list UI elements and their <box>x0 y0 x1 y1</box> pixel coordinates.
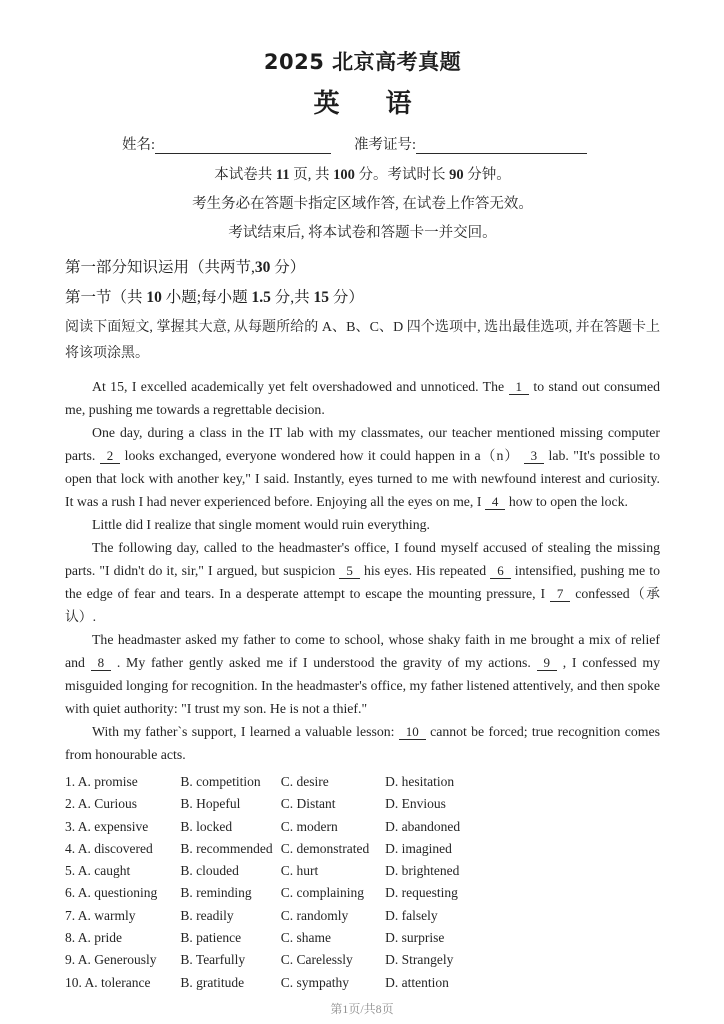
option-b: B. recommended <box>180 840 273 856</box>
option-d: D. abandoned <box>385 818 461 834</box>
question-option-row <box>65 838 660 860</box>
option-c: C. modern <box>280 818 338 834</box>
passage-paragraph: The following day, called to the headmaster's office, I found myself accused of stealing the missing parts. "I didn't do it, sir," I argued, but suspicion 5 his eyes. His repeated 6 intensified, pushing me to the edge of fear and tears. In a desperate attempt to escape the mounting pressure, I 7 confessed（承认）. <box>65 540 660 624</box>
option-a: 5. A. caught <box>65 863 131 879</box>
option-a: 7. A. warmly <box>65 907 136 923</box>
option-d: D. brightened <box>385 863 460 879</box>
passage-paragraph: At 15, I excelled academically yet felt overshadowed and unnoticed. The 1 to stand out consumed me, pushing me towards a regrettable decision. <box>65 379 660 417</box>
option-a: 9. A. Generously <box>65 952 157 968</box>
exam-notices <box>65 161 660 248</box>
question-option-row <box>65 972 660 994</box>
notice-return: 考试结束后, 将本试卷和答题卡一并交回。 <box>228 225 497 241</box>
option-a: 8. A. pride <box>65 930 122 946</box>
passage-paragraph: The headmaster asked my father to come to school, whose shaky faith in me brought a mix of relief and 8 . My father gently asked me if I understood the gravity of my actions. 9 , I confessed my misguided longing for recognition. In the headmaster's office, my father listened attentively, and then spoke with quiet authority: "I trust my son. He is not a thief." <box>65 632 660 716</box>
cloze-options-list <box>65 771 660 994</box>
option-d: D. Strangely <box>385 952 454 968</box>
option-a: 2. A. Curious <box>65 796 138 812</box>
question-option-row <box>65 860 660 882</box>
blank-3: 3 <box>524 448 545 464</box>
option-b: B. readily <box>180 907 234 923</box>
passage-paragraph: With my father`s support, I learned a valuable lesson: 10 cannot be forced; true recognition comes from honourable acts. <box>65 724 660 762</box>
option-d: D. attention <box>385 974 449 990</box>
option-d: D. falsely <box>385 907 438 923</box>
exam-id-label: 准考证号: <box>354 137 417 153</box>
question-option-row <box>65 949 660 971</box>
option-c: C. demonstrated <box>280 840 370 856</box>
option-a: 10. A. tolerance <box>65 974 151 990</box>
question-option-row <box>65 816 660 838</box>
option-a: 3. A. expensive <box>65 818 149 834</box>
option-b: B. gratitude <box>180 974 245 990</box>
question-option-row <box>65 882 660 904</box>
notice-paper-info: 本试卷共 11 页, 共 100 分。考试时长 90 分钟。 <box>214 167 511 183</box>
blank-6: 6 <box>490 563 511 579</box>
option-c: C. Carelessly <box>280 952 353 968</box>
option-d: D. hesitation <box>385 774 455 789</box>
subject-char-left: 英 <box>313 89 340 119</box>
option-a: 4. A. discovered <box>65 840 153 856</box>
section1-instruction: 阅读下面短文, 掌握其大意, 从每题所给的 A、B、C、D 四个选项中, 选出最佳选项, 并在答题卡上将该项涂黑。 <box>65 320 660 361</box>
subject-char-right: 语 <box>385 89 412 119</box>
question-option-row <box>65 771 660 793</box>
option-a: 6. A. questioning <box>65 885 158 901</box>
name-label: 姓名: <box>122 137 156 153</box>
passage-paragraph: Little did I realize that single moment would ruin everything. <box>92 517 430 532</box>
option-b: B. Tearfully <box>180 952 246 968</box>
option-c: C. randomly <box>280 907 349 923</box>
question-option-row <box>65 927 660 949</box>
candidate-info-row <box>65 136 660 154</box>
question-option-row <box>65 905 660 927</box>
page-footer <box>0 1000 724 1017</box>
option-b: B. reminding <box>180 885 252 901</box>
option-b: B. locked <box>180 818 233 834</box>
option-b: B. clouded <box>180 863 239 879</box>
section1-heading: 第一节（共 10 小题;每小题 1.5 分,共 15 分） <box>65 289 364 306</box>
notice-answer-sheet: 考生务必在答题卡指定区域作答, 在试卷上作答无效。 <box>192 196 533 212</box>
blank-10: 10 <box>399 724 426 740</box>
option-c: C. hurt <box>280 863 319 879</box>
option-c: C. complaining <box>280 885 364 901</box>
option-c: C. sympathy <box>280 974 350 990</box>
blank-7: 7 <box>550 586 571 602</box>
question-option-row <box>65 793 660 815</box>
blank-9: 9 <box>537 655 558 671</box>
subject-title <box>65 88 660 120</box>
blank-5: 5 <box>339 563 360 579</box>
page-title: 2025 北京高考真题 <box>263 50 462 74</box>
blank-8: 8 <box>91 655 112 671</box>
exam-id-blank-line <box>416 138 587 154</box>
part1-heading: 第一部分知识运用（共两节,30 分） <box>65 259 306 276</box>
option-c: C. desire <box>280 774 329 789</box>
passage-paragraph: One day, during a class in the IT lab with my classmates, our teacher mentioned missing computer parts. 2 looks exchanged, everyone wondered how it could happen in a（n） 3 lab. "It's possible to open that lock with another key," I said. Instantly, eyes turned to me with newfound interest and curiosity. It was a rush I had never experienced before. Enjoying all the eyes on me, I 4 how to open the lock. <box>65 425 660 509</box>
blank-1: 1 <box>509 379 530 395</box>
option-b: B. patience <box>180 930 242 946</box>
option-d: D. requesting <box>385 885 458 901</box>
blank-2: 2 <box>100 448 121 464</box>
option-d: D. Envious <box>385 796 446 812</box>
option-a: 1. A. promise <box>65 774 138 789</box>
option-b: B. competition <box>180 774 261 789</box>
option-c: C. shame <box>280 930 331 946</box>
option-b: B. Hopeful <box>180 796 241 812</box>
option-c: C. Distant <box>280 796 336 812</box>
page-number: 第1页/共8页 <box>330 1002 394 1016</box>
cloze-passage <box>65 375 660 766</box>
option-d: D. imagined <box>385 840 452 856</box>
blank-4: 4 <box>485 494 506 510</box>
name-blank-line <box>155 138 331 154</box>
option-d: D. surprise <box>385 930 445 946</box>
